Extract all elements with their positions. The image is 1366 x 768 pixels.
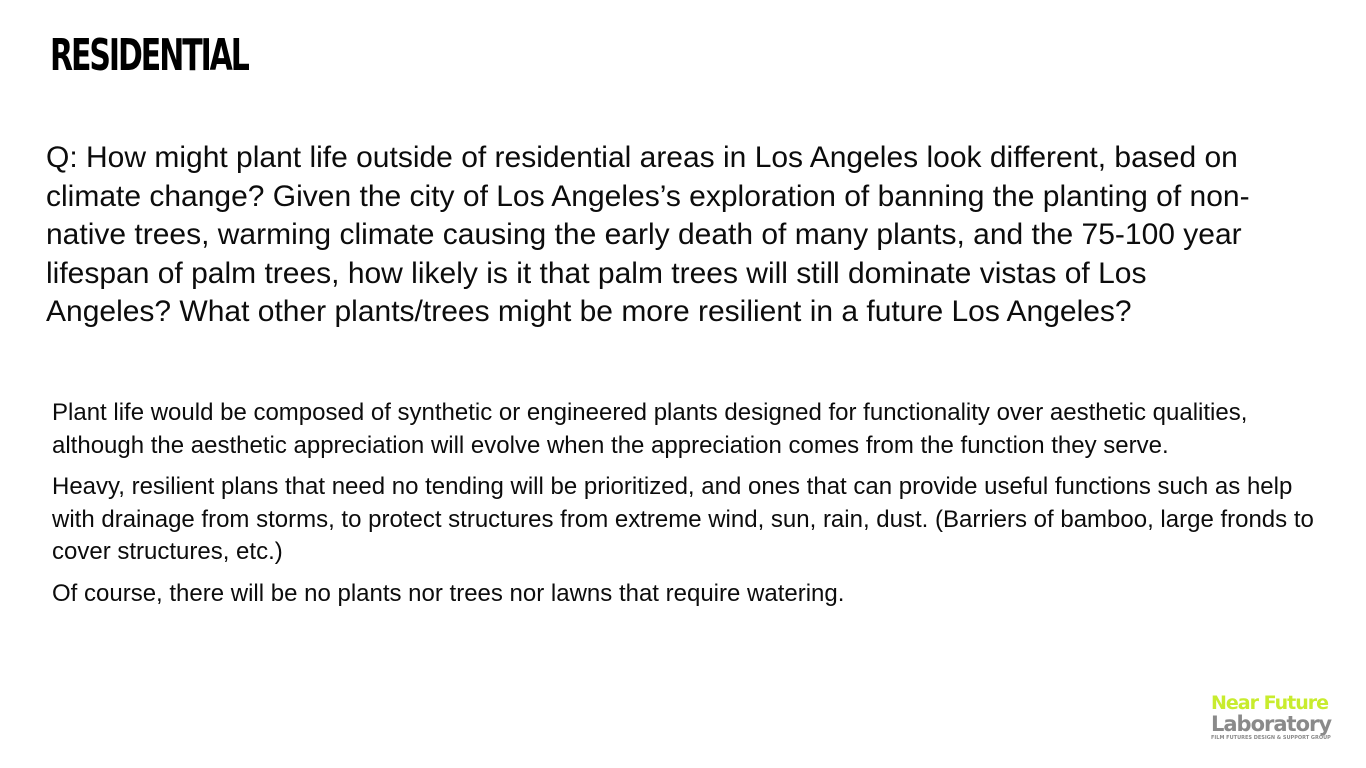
- answers-block: [52, 397, 1322, 619]
- logo-line-laboratory: Laboratory: [1211, 712, 1332, 736]
- answer-paragraph-2: Heavy, resilient plans that need no tending will be prioritized, and ones that can provide useful functions such as help with drainage from storms, to protect structures from extreme wind, sun, rain, dust. (Barriers of bamboo, large fronds to cover structures, etc.): [52, 473, 1314, 565]
- answer-paragraph-1: Plant life would be composed of synthetic or engineered plants designed for functionality over aesthetic qualities, although the aesthetic appreciation will evolve when the appreciation comes from the function they serve.: [52, 399, 1248, 459]
- near-future-laboratory-logo: [1211, 693, 1341, 745]
- slide-title: RESIDENTIAL: [50, 30, 248, 81]
- question-text: Q: How might plant life outside of residential areas in Los Angeles look different, based on climate change? Given the city of Los Angeles’s exploration of banning the planting of non-native trees, warming climate causing the early death of many plants, and the 75-100 year lifespan of palm trees, how likely is it that palm trees will still dominate vistas of Los Angeles? What other plants/trees might be more resilient in a future Los Angeles?: [46, 141, 1250, 328]
- logo-tagline: FILM FUTURES DESIGN & SUPPORT GROUP: [1211, 735, 1331, 741]
- logo-line-near-future: Near Future: [1211, 692, 1329, 714]
- answer-paragraph-3: Of course, there will be no plants nor trees nor lawns that require watering.: [52, 579, 845, 607]
